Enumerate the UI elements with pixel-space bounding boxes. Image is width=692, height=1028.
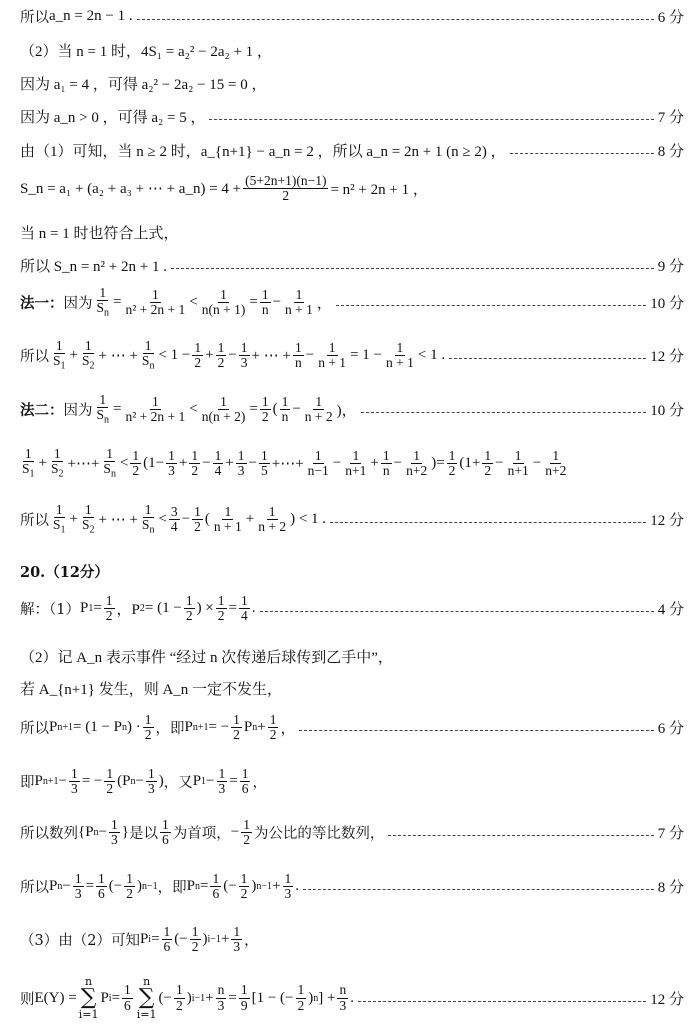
fraction: $\frac{1}{n + 1}$: [285, 287, 313, 318]
leader-dots: [358, 1001, 646, 1002]
fraction: $\frac{1}{n(n + 1)}$: [201, 287, 246, 318]
line-19: 即 P n+1 − $\frac{1}{3}$ = − $\frac{1}{2}$ (P n − $\frac{1}{3}$ ) ，又 P 1 − $\frac{1}{3}$ = $\frac{1}{6}$ ，: [20, 766, 267, 797]
leader-dots: [336, 305, 646, 306]
line-23: 则 E(Y) = n ∑ i=1 P i = $\frac{1}{6}$ n ∑ i=1 (− $\frac{1}{2}$ ) i−1 + $\frac{n}{3}$ = $\frac{1}{9}$ [1 − (− $\frac{1}{2}$ ) n ] + $\frac{n}{3}$ . 12 分: [20, 975, 684, 1021]
fraction: $\frac{(5+2n+1)(n-1)}{2}$: [245, 173, 327, 204]
leader-dots: [449, 358, 646, 359]
score: 12 分: [650, 991, 684, 1008]
leader-dots: [388, 835, 653, 836]
leader-dots: [137, 19, 654, 20]
line-20: 所以数列 {P n − $\frac{1}{3}$ } 是以 $\frac{1}{6}$ 为首项， − $\frac{1}{2}$ 为公比的等比数列， 7 分: [20, 817, 684, 848]
line-5: 由（1）可知，当 n ≥ 2 时，a_{n+1} − a_n = 2 ，所以 a_n = 2n + 1 (n ≥ 2) ， 8 分: [20, 140, 684, 161]
score: 8 分: [657, 144, 684, 160]
line-3: 因为 a₁ = 4 ，可得 a₂² − 2a₂ − 15 = 0 ，: [20, 77, 267, 93]
line-7: 当 n = 1 时也符合上式，: [20, 226, 179, 242]
fraction: $\frac{1}{S_n}$: [96, 285, 110, 319]
line-2: （2）当 n = 1 时，4S₁ = a₂² − 2a₂ + 1 ，: [20, 44, 272, 60]
line-6: S_n = a₁ + (a₂ + a₃ + ⋯ + a_n) = 4 + $\frac{(5+2n+1)(n-1)}{2}$ = n² + 2n + 1 ，: [20, 173, 428, 204]
line-16: （2）记 A_n 表示事件 “经过 n 次传递后球传到乙手中”，: [20, 650, 393, 666]
leader-dots: [330, 522, 646, 523]
leader-dots: [303, 889, 654, 890]
line-11: 法二： 因为 $\frac{1}{S_n}$ = $\frac{1}{\text{n² + 2n + 1}}$ < $\frac{1}{n(n + 2)}$ = $\frac{1}{2}$ ( $\frac{1}{n}$ − $\frac{1}{n + 2}$ )， 10 分: [20, 392, 684, 426]
line-21: 所以 P n − $\frac{1}{3}$ = $\frac{1}{6}$ (− $\frac{1}{2}$ ) n−1 ，即 P n = $\frac{1}{6}$ (− $\frac{1}{2}$ ) n−1 + $\frac{1}{3}$ . 8 分: [20, 871, 684, 902]
line-9: 法一： 因为 $\frac{1}{S_n}$ = $\frac{1}{\text{n² + 2n + 1}}$ < $\frac{1}{n(n + 1)}$ = $\frac{1}{n}$ − $\frac{1}{n + 1}$ ， 10 分: [20, 285, 684, 319]
leader-dots: [260, 611, 654, 612]
score: 6 分: [657, 10, 684, 26]
score: 10 分: [650, 403, 684, 420]
line-18: 所以 P n+1 = (1 − P n ) · $\frac{1}{2}$ ，即 P n+1 = − $\frac{1}{2}$ P n + $\frac{1}{2}$ ， 6 分: [20, 712, 684, 743]
line-14: [20, 561, 684, 582]
fraction: $\frac{1}{\text{n² + 2n + 1}}$: [125, 287, 186, 318]
score: 10 分: [650, 296, 684, 313]
line-4: 因为 a_n > 0 ，可得 a₂ = 5 ， 7 分: [20, 106, 684, 127]
line-22: （3）由（2）可知 P i = $\frac{1}{6}$ (− $\frac{1}{2}$ ) i−1 + $\frac{1}{3}$ ，: [20, 924, 259, 955]
leader-dots: [209, 119, 653, 120]
score: 8 分: [657, 880, 684, 897]
line-13: 所以 $\frac{1}{S_1}$ + $\frac{1}{S_2}$ + ⋯ + $\frac{1}{S_n}$ < $\frac{3}{4}$ − $\frac{1}{2}$ ( $\frac{1}{n + 1}$ + $\frac{1}{n + 2}$ ) < 1 . 12 分: [20, 502, 684, 536]
score: 7 分: [657, 826, 684, 843]
score: 9 分: [657, 259, 684, 275]
question-heading: 20.（12分）: [20, 564, 109, 581]
score: 12 分: [650, 513, 684, 530]
leader-dots: [361, 412, 647, 413]
line-17: 若 A_{n+1} 发生，则 A_n 一定不发生，: [20, 682, 283, 698]
score: 4 分: [657, 602, 684, 619]
leader-dots: [171, 268, 654, 269]
fraction: $\frac{1}{n}$: [261, 287, 269, 318]
score: 6 分: [657, 721, 684, 738]
score: 12 分: [650, 349, 684, 366]
expr: a_n = 2n − 1 .: [49, 8, 133, 24]
line-12: $\frac{1}{S_1}$ + $\frac{1}{S_2}$ +⋯+ $\frac{1}{S_n}$ < $\frac{1}{2}$ (1− $\frac{1}{3}$ + $\frac{1}{2}$ − $\frac{1}{4}$ + $\frac{1}{3}$ − $\frac{1}{5}$ +⋯+ $\frac{1}{n-1}$ − $\frac{1}{n+1}$ + $\frac{1}{n}$ − $\frac{1}{n+2}$ )= $\frac{1}{2}$ (1+ $\frac{1}{2}$ − $\frac{1}{n+1}$ − $\frac{1}{n+2}$: [22, 446, 567, 480]
leader-dots: [510, 153, 654, 154]
line-15: 解：（1） P 1 = $\frac{1}{2}$ ，P 2 = (1 − $\frac{1}{2}$ ) × $\frac{1}{2}$ = $\frac{1}{4}$ . 4 分: [20, 593, 684, 624]
score: 7 分: [657, 110, 684, 126]
line-8: 所以 S_n = n² + 2n + 1 . 9 分: [20, 255, 684, 276]
line-1: 所以 a_n = 2n − 1 . 6 分: [20, 8, 684, 26]
line-10: 所以 $\frac{1}{S_1}$ + $\frac{1}{S_2}$ + ⋯ + $\frac{1}{S_n}$ < 1 − $\frac{1}{2}$ + $\frac{1}{2}$ − $\frac{1}{3}$ + ⋯ + $\frac{1}{n}$ − $\frac{1}{n + 1}$ = 1 − $\frac{1}{n + 1}$ < 1 . 12 分: [20, 338, 684, 372]
leader-dots: [299, 730, 653, 731]
